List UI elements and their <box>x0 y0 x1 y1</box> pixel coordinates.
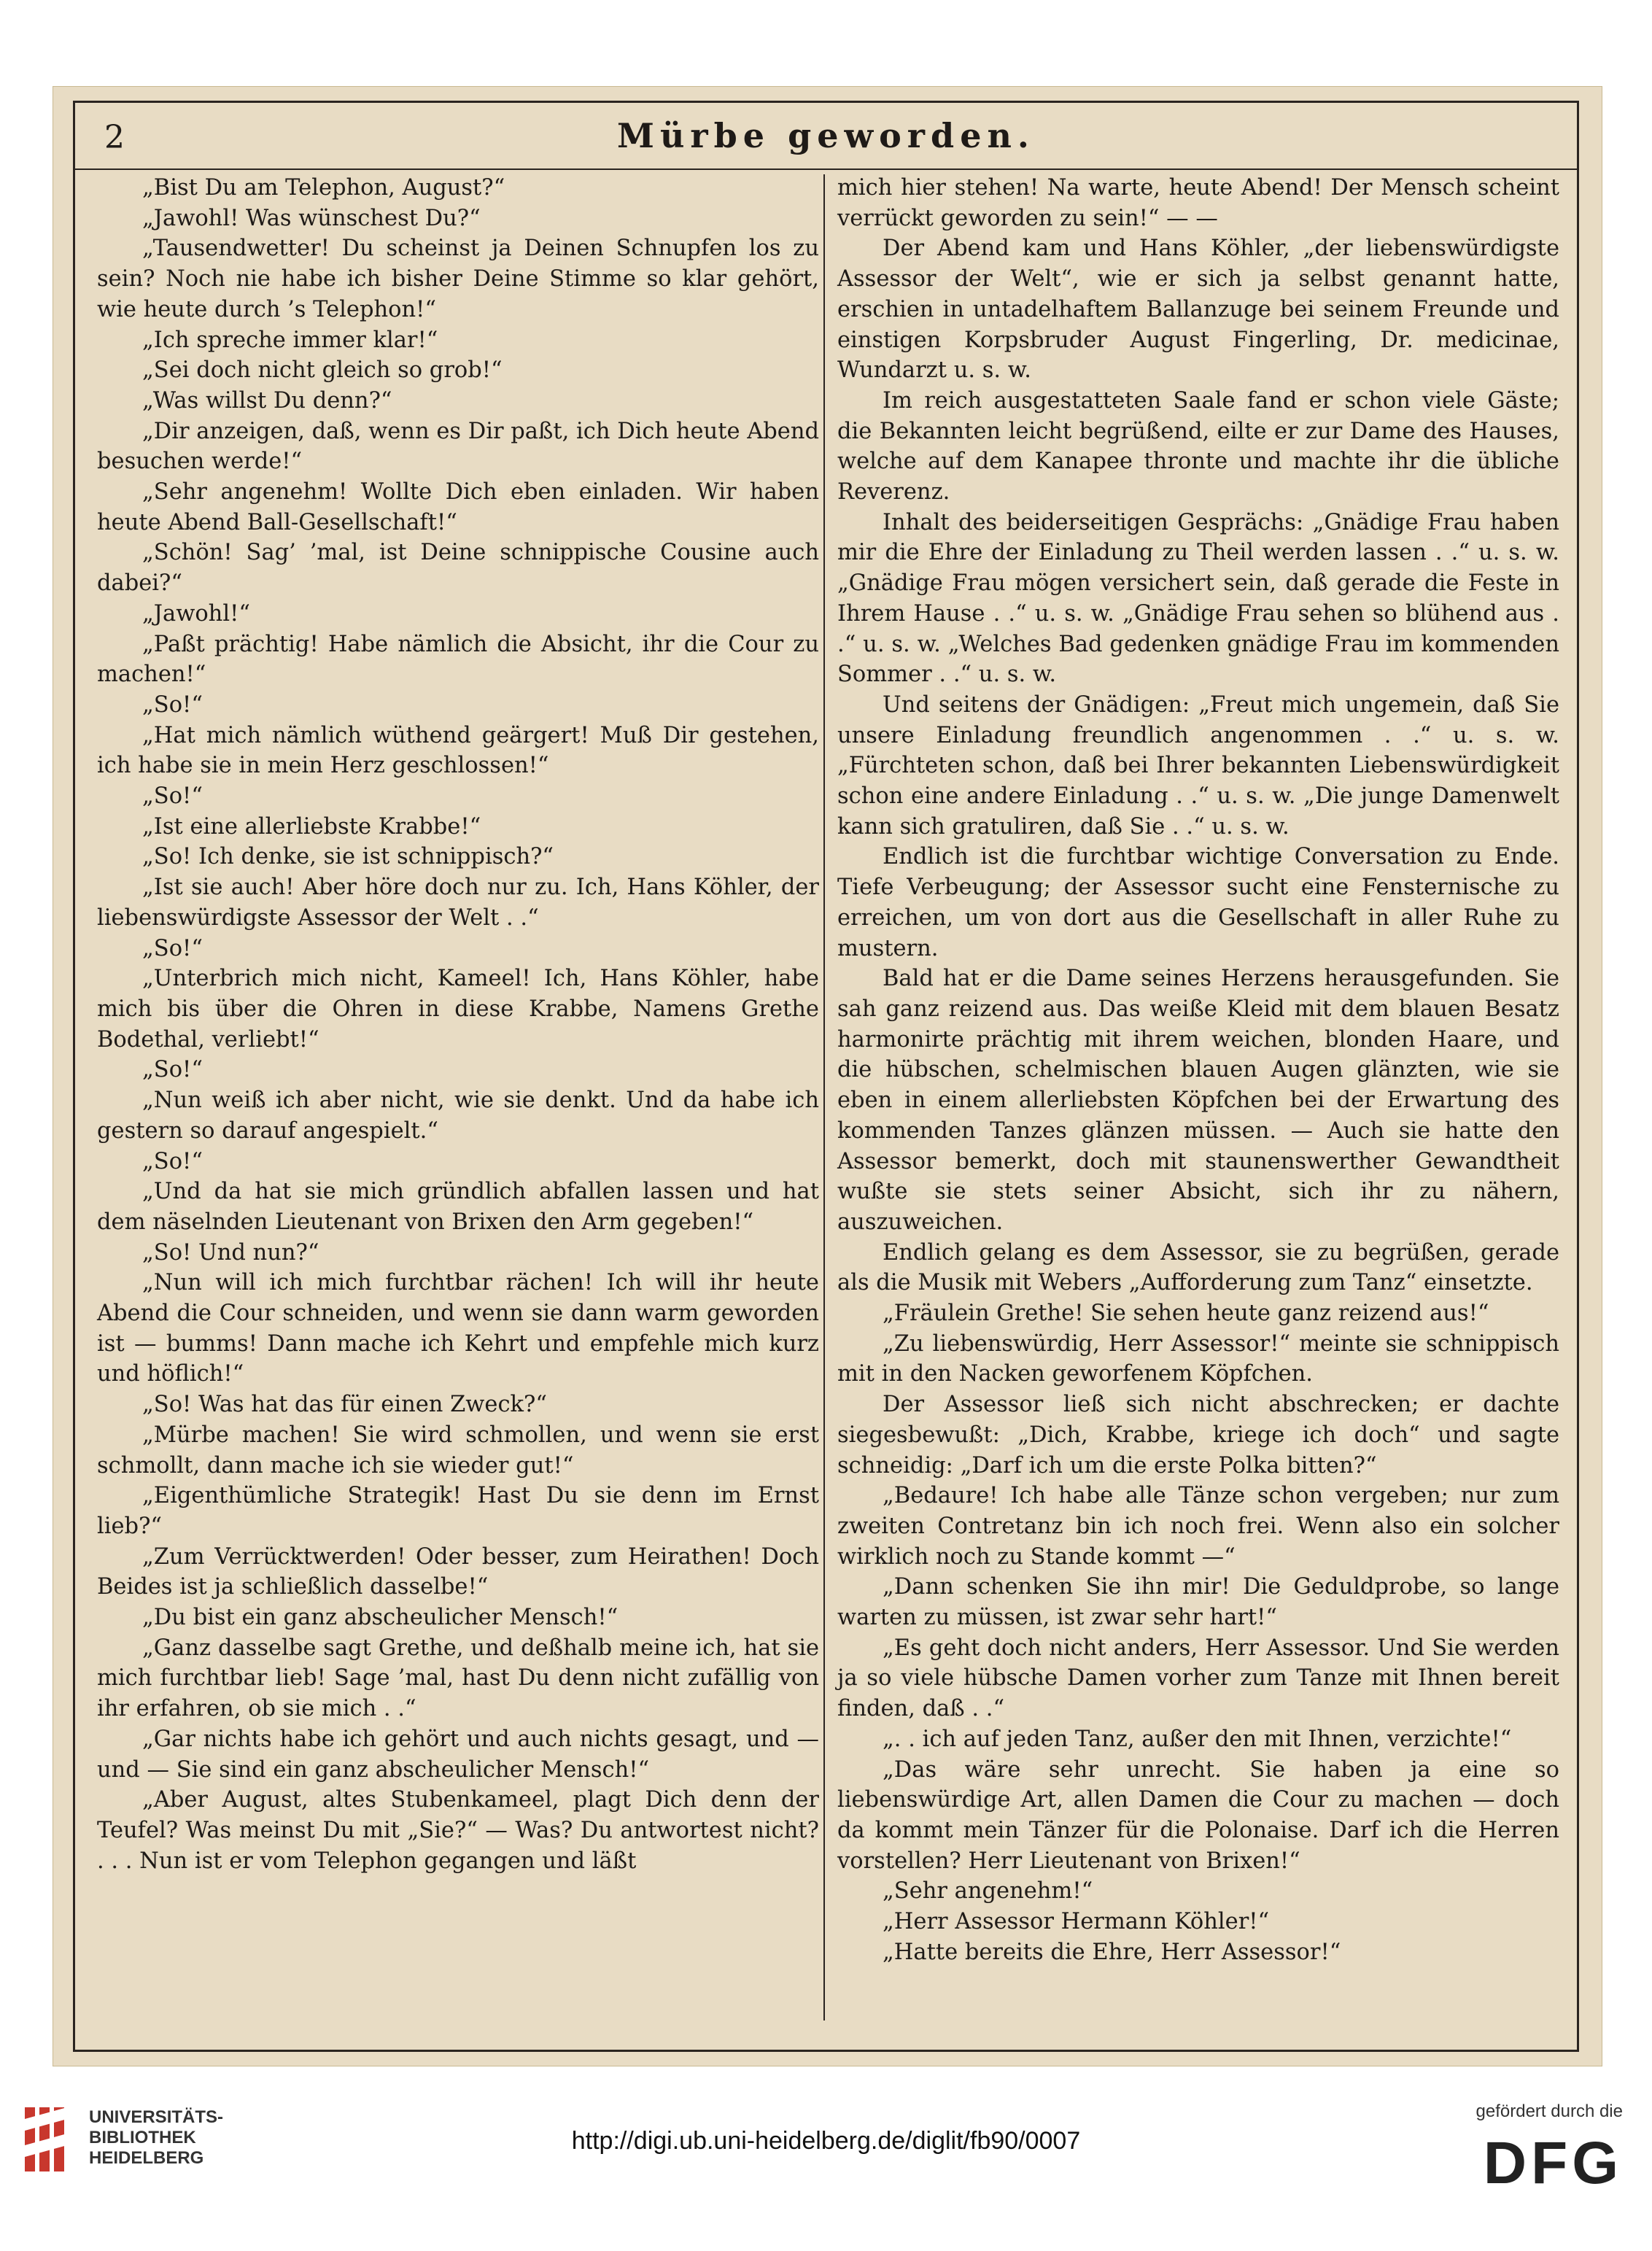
paragraph: „Das wäre sehr unrecht. Sie haben ja eine so liebenswürdige Art, allen Damen die Cour zu machen — doch da kommt mein Tänzer für die Polonaise. Darf ich die Herren vorstellen? Herr Lieutenant von Brixen!“ <box>837 1756 1559 1874</box>
paragraph: „So!“ <box>142 1148 203 1174</box>
paragraph: „Sehr angenehm!“ <box>883 1878 1093 1905</box>
paragraph: „Was willst Du denn?“ <box>142 387 392 414</box>
paragraph: „Bist Du am Telephon, August?“ <box>142 175 505 201</box>
paragraph: Inhalt des beiderseitigen Gesprächs: „Gnädige Frau haben mir die Ehre der Einladung zu Theil werden lassen . .“ u. s. w. „Gnädige Frau mögen versichert sein, daß gerade die Feste in Ihrem Hause . .“ u. s. w. „Gnädige Frau sehen so blühend aus . .“ u. s. w. „Welches Bad gedenken gnädige Frau im kommenden Sommer . .“ u. s. w. <box>837 509 1559 688</box>
paragraph: „Herr Assessor Hermann Köhler!“ <box>883 1909 1270 1935</box>
paragraph: „So! Und nun?“ <box>142 1239 319 1266</box>
viewer-footer <box>0 2066 1652 2251</box>
paragraph: „Zu liebenswürdig, Herr Assessor!“ meinte sie schnippisch mit in den Nacken geworfenem Köpfchen. <box>837 1330 1559 1387</box>
library-name: UNIVERSITÄTS- BIBLIOTHEK HEIDELBERG <box>89 2107 224 2168</box>
paragraph: Der Abend kam und Hans Köhler, „der liebenswürdigste Assessor der Welt“, wie er sich ja selbst genannt hatte, erschien in untadelhaftem Ballanzuge bei seinem Freunde und einstigen Korpsbruder August Fingerling, Dr. medicinae, Wundarzt u. s. w. <box>837 236 1559 384</box>
paragraph: „. . ich auf jeden Tanz, außer den mit Ihnen, verzichte!“ <box>883 1726 1512 1752</box>
paragraph: „So!“ <box>142 935 203 961</box>
funding-label: gefördert durch die <box>1475 2101 1623 2121</box>
paragraph: „Jawohl!“ <box>142 600 250 627</box>
paragraph: „Nun weiß ich aber nicht, wie sie denkt. Und da habe ich gestern so darauf angespielt.“ <box>97 1088 819 1144</box>
paragraph: „Eigenthümliche Strategik! Hast Du sie denn im Ernst lieb?“ <box>97 1483 819 1539</box>
paragraph: „Schön! Sag’ ’mal, ist Deine schnippische Cousine auch dabei?“ <box>97 540 819 597</box>
right-column <box>837 173 1559 2035</box>
running-title: Mürbe geworden. <box>617 116 1035 155</box>
paragraph: „Paßt prächtig! Habe nämlich die Absicht, ihr die Cour zu machen!“ <box>97 631 819 688</box>
dfg-logo: DFG <box>1483 2130 1623 2196</box>
paragraph: Im reich ausgestatteten Saale fand er schon viele Gäste; die Bekannten leicht begrüßend, eilte er zur Dame des Hauses, welche auf dem Kanapee thronte und machte ihr die übliche Reverenz. <box>837 387 1559 505</box>
paragraph: „Und da hat sie mich gründlich abfallen lassen und hat dem näselnden Lieutenant von Brixen den Arm gegeben!“ <box>97 1179 819 1235</box>
paragraph: „Ist eine allerliebste Krabbe!“ <box>142 813 481 840</box>
paragraph: „Hatte bereits die Ehre, Herr Assessor!“ <box>883 1939 1341 1965</box>
paragraph: „Dann schenken Sie ihn mir! Die Geduldprobe, so lange warten zu müssen, ist zwar sehr hart!“ <box>837 1574 1559 1631</box>
paragraph: „Zum Verrücktwerden! Oder besser, zum Heirathen! Doch Beides ist ja schließlich dasselbe!“ <box>97 1543 819 1600</box>
paragraph: „So! Was hat das für einen Zweck?“ <box>142 1392 547 1418</box>
paragraph: Und seitens der Gnädigen: „Freut mich ungemein, daß Sie unsere Einladung freundlich angenommen . .“ u. s. w. „Fürchteten schon, daß bei Ihrer bekannten Liebenswürdigkeit schon eine andere Einladung . .“ u. s. w. „Die junge Damenwelt kann sich gratuliren, daß Sie . .“ u. s. w. <box>837 691 1559 840</box>
paragraph: Endlich ist die furchtbar wichtige Conversation zu Ende. Tiefe Verbeugung; der Assessor sucht eine Fensternische zu erreichen, um von dort aus die Gesellschaft in aller Ruhe zu mustern. <box>837 844 1559 961</box>
paragraph: „Jawohl! Was wünschest Du?“ <box>142 205 481 231</box>
paragraph: „Hat mich nämlich wüthend geärgert! Muß Dir gestehen, ich habe sie in mein Herz geschlossen!“ <box>97 722 819 779</box>
paragraph: „Sei doch nicht gleich so grob!“ <box>142 357 503 384</box>
paragraph: Der Assessor ließ sich nicht abschrecken; er dachte siegesbewußt: „Dich, Krabbe, kriege ich doch“ und sagte schneidig: „Darf ich um die erste Polka bitten?“ <box>837 1392 1559 1479</box>
paragraph: „Es geht doch nicht anders, Herr Assessor. Und Sie werden ja so viele hübsche Damen vorher zum Tanze mit Ihnen bereit finden, daß . .“ <box>837 1635 1559 1722</box>
paragraph: „Fräulein Grethe! Sie sehen heute ganz reizend aus!“ <box>883 1301 1489 1327</box>
page-frame <box>73 101 1579 2052</box>
paragraph: mich hier stehen! Na warte, heute Abend! Der Mensch scheint verrückt geworden zu sein!“ — — <box>837 175 1559 231</box>
paragraph: „Du bist ein ganz abscheulicher Mensch!“ <box>142 1605 618 1631</box>
paragraph: „Sehr angenehm! Wollte Dich eben einladen. Wir haben heute Abend Ball-Gesellschaft!“ <box>97 479 819 535</box>
paragraph: „So!“ <box>142 691 203 718</box>
left-column <box>97 173 819 2035</box>
paragraph: „Ich spreche immer klar!“ <box>142 327 438 353</box>
paragraph: „Mürbe machen! Sie wird schmollen, und wenn sie erst schmollt, dann mache ich sie wieder gut!“ <box>97 1422 819 1479</box>
page-number: 2 <box>104 119 125 156</box>
paragraph: „Ist sie auch! Aber höre doch nur zu. Ich, Hans Köhler, der liebenswürdigste Assessor der Welt . .“ <box>97 875 819 931</box>
paragraph: Endlich gelang es dem Assessor, sie zu begrüßen, gerade als die Musik mit Webers „Aufforderung zum Tanz“ einsetzte. <box>837 1239 1559 1296</box>
paragraph: „Bedaure! Ich habe alle Tänze schon vergeben; nur zum zweiten Contretanz bin ich noch frei. Wenn also ein solcher wirklich noch zu Stande kommt —“ <box>837 1483 1559 1570</box>
paragraph: „So!“ <box>142 783 203 810</box>
paragraph: „Unterbrich mich nicht, Kameel! Ich, Hans Köhler, habe mich bis über die Ohren in diese Krabbe, Namens Grethe Bodethal, verliebt!“ <box>97 966 819 1053</box>
paragraph: Bald hat er die Dame seines Herzens herausgefunden. Sie sah ganz reizend aus. Das weiße Kleid mit dem blauen Besatz harmonirte prächtig mit ihrem weichen, blonden Haare, und die hübschen, schelmischen blauen Augen glänzten, wie sie eben in einem allerliebsten Köpfchen bei der Erwartung des kommenden Tanzes glänzen müssen. — Auch sie hatte den Assessor bemerkt, doch mit staunenswerther Gewandtheit wußte sie stets seiner Absicht, sich ihr zu nähern, auszuweichen. <box>837 966 1559 1235</box>
paragraph: „Gar nichts habe ich gehört und auch nichts gesagt, und — und — Sie sind ein ganz abscheulicher Mensch!“ <box>97 1726 819 1783</box>
permalink[interactable]: http://digi.ub.uni-heidelberg.de/diglit/fb90/0007 <box>571 2127 1081 2155</box>
paragraph: „Ganz dasselbe sagt Grethe, und deßhalb meine ich, hat sie mich furchtbar lieb! Sage ’mal, hast Du denn nicht zufällig von ihr erfahren, ob sie mich . .“ <box>97 1635 819 1722</box>
page-header <box>75 103 1577 170</box>
paragraph: „So! Ich denke, sie ist schnippisch?“ <box>142 844 554 870</box>
paragraph: „So!“ <box>142 1057 203 1083</box>
paragraph: „Dir anzeigen, daß, wenn es Dir paßt, ich Dich heute Abend besuchen werde!“ <box>97 418 819 475</box>
paragraph: „Aber August, altes Stubenkameel, plagt Dich denn der Teufel? Was meinst Du mit „Sie?“ — Was? Du antwortest nicht? . . . Nun ist er vom Telephon gegangen und läßt <box>97 1787 819 1874</box>
paragraph: „Tausendwetter! Du scheinst ja Deinen Schnupfen los zu sein? Noch nie habe ich bisher Deine Stimme so klar gehört, wie heute durch ’s Telephon!“ <box>97 236 819 322</box>
scanned-page <box>53 86 1602 2066</box>
paragraph: „Nun will ich mich furchtbar rächen! Ich will ihr heute Abend die Cour schneiden, und wenn sie dann warm geworden ist — bumms! Dann mache ich Kehrt und empfehle mich kurz und höflich!“ <box>97 1270 819 1387</box>
column-divider <box>823 174 825 2021</box>
